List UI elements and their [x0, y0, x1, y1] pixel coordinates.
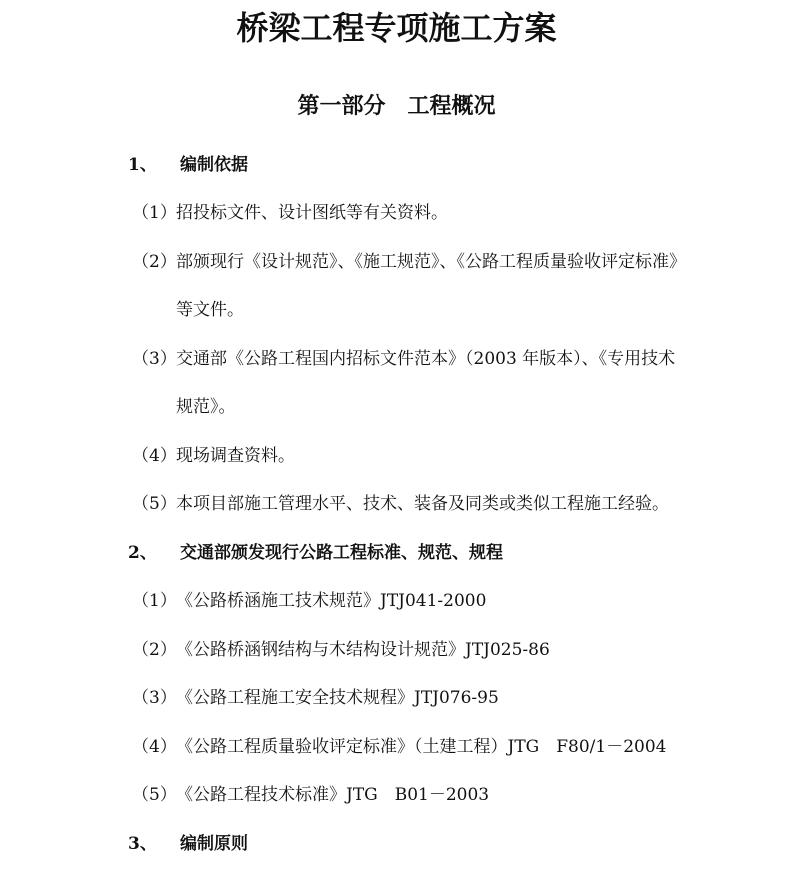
section-number: 3、 — [128, 834, 157, 854]
list-item-marker: （5） — [132, 494, 177, 514]
list-item-marker: （4） — [132, 446, 177, 466]
section-heading: 编制原则 — [180, 834, 248, 854]
list-item-marker: （2） — [132, 640, 177, 660]
list-item-text: 《公路工程技术标准》JTG B01－2003 — [176, 785, 490, 805]
list-item-marker: （1） — [132, 591, 177, 611]
list-item-marker: （1） — [132, 203, 177, 223]
list-item-text: 部颁现行《设计规范》、《施工规范》、《公路工程质量验收评定标准》 — [176, 252, 686, 272]
list-item-text: 《公路桥涵施工技术规范》JTJ041-2000 — [176, 591, 487, 611]
list-item-continuation: 等文件。 — [176, 300, 244, 320]
list-item-text: 招投标文件、设计图纸等有关资料。 — [176, 203, 448, 223]
list-item-marker: （3） — [132, 349, 177, 369]
list-item-marker: （5） — [132, 785, 177, 805]
list-item-marker: （3） — [132, 688, 177, 708]
list-item-continuation: 规范》。 — [176, 397, 236, 417]
document-title: 桥梁工程专项施工方案 — [236, 9, 557, 47]
list-item-text: 交通部《公路工程国内招标文件范本》（2003 年版本）、《专用技术 — [176, 349, 676, 369]
list-item-text: 本项目部施工管理水平、技术、装备及同类或类似工程施工经验。 — [176, 494, 669, 514]
section-heading: 编制依据 — [180, 155, 248, 175]
section-number: 1、 — [128, 155, 157, 175]
list-item-marker: （4） — [132, 737, 177, 757]
list-item-text: 《公路工程质量验收评定标准》（土建工程）JTG F80/1－2004 — [176, 737, 667, 757]
list-item-text: 《公路工程施工安全技术规程》JTJ076-95 — [176, 688, 499, 708]
list-item-text: 现场调查资料。 — [176, 446, 295, 466]
part-title: 第一部分 工程概况 — [297, 93, 496, 119]
section-heading: 交通部颁发现行公路工程标准、规范、规程 — [180, 543, 503, 563]
list-item-marker: （2） — [132, 252, 177, 272]
section-number: 2、 — [128, 543, 157, 563]
list-item-text: 《公路桥涵钢结构与木结构设计规范》JTJ025-86 — [176, 640, 550, 660]
